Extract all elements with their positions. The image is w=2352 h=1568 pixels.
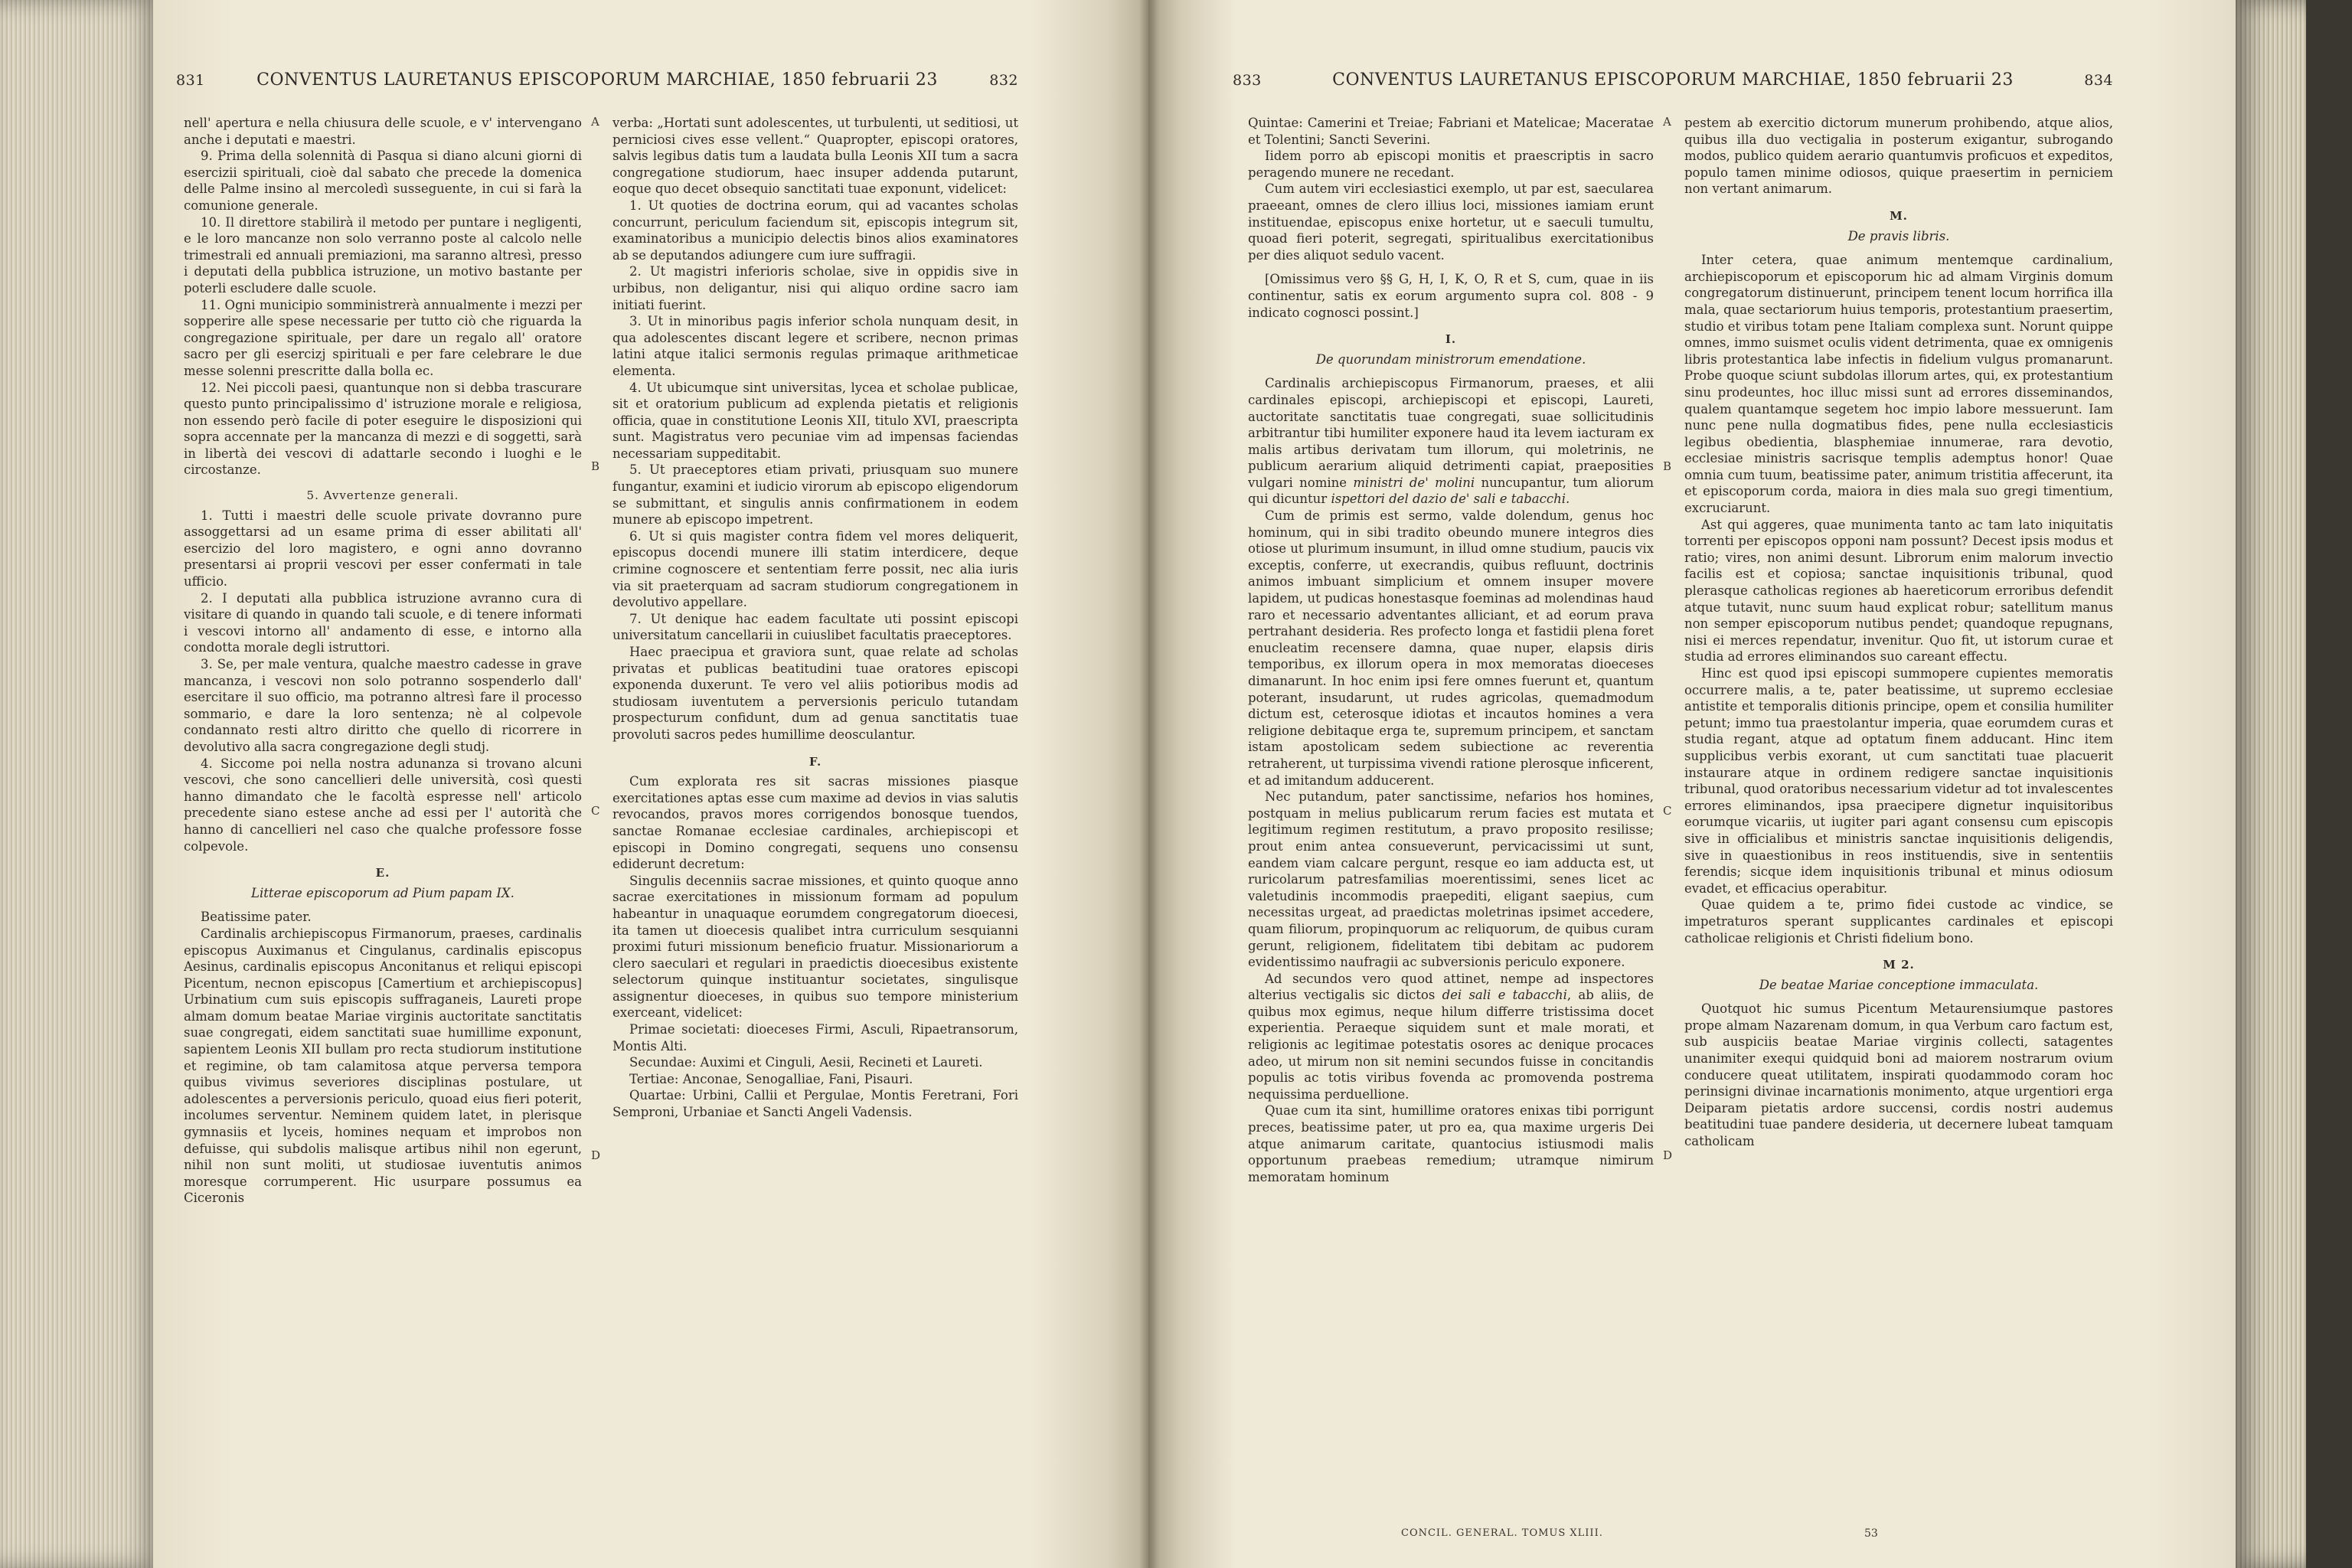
margin-letter-b: B bbox=[591, 459, 600, 473]
paragraph: 7. Ut denique hac eadem facultate uti possint episcopi universitatum cancellarii in cuiuslibet facultatis praeceptores. bbox=[612, 611, 1018, 643]
editorial-note: [Omissimus vero §§ G, H, I, K, O, R et S, cum, quae in iis continentur, satis ex eorum argumento supra col. 808 - 9 indicato cognosci possint.] bbox=[1248, 272, 1654, 320]
book-gutter bbox=[1139, 0, 1159, 1568]
margin-letter-c: C bbox=[1663, 804, 1672, 818]
paragraph: 11. Ogni municipio somministrerà annualmente i mezzi per sopperire alle spese necessarie per tutto ciò che riguarda la congregazione spirituale, per dare un regalo all' oratore sacro per gli esercizj spirituali e per fare celebrare le due messe solenni prescritte dalla bolla ec. bbox=[184, 297, 582, 378]
paragraph: Quintae: Camerini et Treiae; Fabriani et Matelicae; Maceratae et Tolentini; Sancti Severini. bbox=[1248, 116, 1654, 147]
column-831 bbox=[184, 115, 582, 1207]
page-number-834: 834 bbox=[2084, 72, 2113, 89]
paragraph: 3. Ut in minoribus pagis inferior schola nunquam desit, in qua adolescentes discant legere et scribere, necnon primas latini atque italici sermonis regulas primaque arithmeticae elementa. bbox=[612, 314, 1018, 378]
paragraph: Tertiae: Anconae, Senogalliae, Fani, Pisauri. bbox=[629, 1071, 913, 1086]
section-letter-heading: M. bbox=[1890, 208, 1908, 223]
paragraph: Cum explorata res sit sacras missiones piasque exercitationes aptas esse cum maxime ad devios in vias salutis revocandos, pravos mores corrigendos bonosque tuendos, sanctae Romanae ecclesiae cardinales, archiepiscopi et episcopi in Domino congregati, sequens uno consensu ediderunt decretum: bbox=[612, 774, 1018, 872]
paragraph: Secundae: Auximi et Cinguli, Aesii, Recineti et Laureti. bbox=[629, 1055, 983, 1070]
paragraph: 6. Ut si quis magister contra fidem vel mores deliquerit, episcopus docendi munere illi statim interdicere, deque crimine cognoscere et sententiam ferre possit, nec alia iuris via sit praeterquam ad sacram studiorum congregationem in devolutivo appellare. bbox=[612, 528, 1018, 610]
section-heading: 5. Avvertenze generali. bbox=[306, 488, 459, 503]
right-page bbox=[1148, 0, 2236, 1568]
running-head-left bbox=[176, 70, 1018, 90]
paragraph: Cardinalis archiepiscopus Firmanorum, praeses, cardinalis episcopus Auximanus et Cingulanus, cardinalis episcopus Aesinus, cardinalis episcopus Anconitanus et reliqui episcopi Picentum, necnon episcopus [Camertium et archiepiscopus] Urbinatium cum suis episcopis suffraganeis, Laureti prope almam domum beatae Mariae virginis auctoritate sanctitatis suae congregati, eidem sanctitati suae humillime exponunt, sapientem Leonis XII bullam pro recta studiorum institutione et regimine, ob tam calamitosa atque perversa tempora quibus vivimus severiores disciplinas postulare, ut adolescentes a perversionis periculo, quoad eius fieri poterit, incolumes serventur. Neminem quidem latet, in plerisque gymnasiis et lyceis, homines nequam et improbos non defuisse, qui subdolis malisque artibus nihil non egerunt, nihil non sunt moliti, ut studiosae iuventutis animos moresque corrumperent. Hic usurpare possumus ea Ciceronis bbox=[184, 926, 582, 1206]
paragraph: verba: „Hortati sunt adolescentes, ut turbulenti, ut seditiosi, ut perniciosi cives esse vellent.“ Quapropter, episcopi oratores, salvis legibus datis tum a laudata bulla Leonis XII tum a sacra congregatione studiorum, haec insuper addenda putarunt, eoque quo decet obsequio sanctitati tuae exponunt, videlicet: bbox=[612, 116, 1018, 197]
paragraph: Haec praecipua et graviora sunt, quae relate ad scholas privatas et publicas beatitudini tuae oratores episcopi exponenda duxerunt. Te vero vel aliis potioribus modis ad studiosam iuventutem a perversionis periculo tutandam prospecturum confidunt, dum ad genua sanctitatis tuae provoluti sacros pedes humillime deosculantur. bbox=[612, 645, 1018, 742]
margin-letter-c: C bbox=[591, 804, 600, 818]
section-letter-heading: E. bbox=[375, 866, 390, 880]
paragraph: 4. Ut ubicumque sint universitas, lycea et scholae publicae, sit et oratorium publicum ad explenda pietatis et religionis officia, quae in constitutione Leonis XII, titulo XVI, praescripta sunt. Magistratus vero pecuniae vim ad impensas faciendas necessariam suppeditabit. bbox=[612, 380, 1018, 461]
paragraph: 1. Ut quoties de doctrina eorum, qui ad vacantes scholas concurrunt, periculum faciendum sit, episcopis integrum sit, examinatoribus a municipio delectis binos alios examinatores ab se deputandos adiungere cum iure suffragii. bbox=[612, 198, 1018, 263]
margin-letter-a: A bbox=[591, 115, 599, 129]
text-run: nuncupantur, tum aliorum qui dicuntur bbox=[1248, 475, 1654, 507]
paragraph: Iidem porro ab episcopi monitis et praescriptis in sacro peragendo munere ne recedant. bbox=[1248, 149, 1654, 180]
margin-letter-a: A bbox=[1663, 115, 1671, 129]
italic-term: ispettori del dazio de' sali e tabacchi. bbox=[1331, 492, 1570, 507]
paragraph: nell' apertura e nella chiusura delle scuole, e v' intervengano anche i deputati e maestri. bbox=[184, 116, 582, 147]
paragraph: Quae cum ita sint, humillime oratores enixas tibi porrigunt preces, beatissime pater, ut pro ea, qua maxime urgeris Dei atque animarum caritate, quantocius istiusmodi malis opportunum praebeas remedium; utramque nimirum memoratam hominum bbox=[1248, 1103, 1654, 1184]
paragraph: Ast qui aggeres, quae munimenta tanto ac tam lato iniquitatis torrenti per episcopos opponi nam possunt? Decest ipsis modus et ratio; vires, non animi desunt. Librorum enim malorum invectio facilis est et copiosa; sanctae inquisitionis tribunal, quod plerasque catholicas regiones ab haereticorum erroribus defendit atque tutavit, nunc suum haud explicat robur; satellitum manus non semper episcoporum nutibus pendet; quandoque repugnans, nisi ei merces rependatur, invenitur. Quo fit, ut istorum curae et studia ad errores eliminandos suo careant effectu. bbox=[1684, 517, 2113, 665]
text-run: Ad secundos vero quod attinet, nempe ad inspectores alterius vectigalis sic dictos bbox=[1248, 971, 1654, 1003]
paragraph: Inter cetera, quae animum mentemque cardinalium, archiepiscoporum et episcoporum hic ad almam Virginis domum congregatorum distinuerunt, principem tenent locum horrifica illa mala, quae sectariorum huius temporis, protestantium praesertim, studio et viribus totam pene Italiam complexa sunt. Norunt quippe omnes, immo suismet oculis vident detrimenta, quae ex omnigenis libris protestantica labe infectis in fidelium vulgus promanarunt. Probe quoque sciunt subdolas illorum artes, qui, ex protestantium sinu prodeuntes, hoc illuc missi sunt ad errores disseminandos, qualem quantamque segetem hoc impio labore messuerunt. Iam nunc pene nulla dogmatibus fides, pene nulla ecclesiasticis legibus obedientia, blasphemiae innumerae, rara devotio, ecclesiae ministris sacrisque templis ademptus honor! Quae omnia cum tuum, beatissime pater, animum tristitia affecerunt, ita et episcoporum corda, maiora in dies mala suo gregi timentium, excruciarunt. bbox=[1684, 253, 2113, 516]
page-stack-left bbox=[0, 0, 161, 1568]
paragraph: 10. Il direttore stabilirà il metodo per puntare i negligenti, e le loro mancanze non solo verranno poste al calcolo nelle trimestrali ed annuali premiazioni, ma saranno altresì, presso i deputati della pubblica istruzione, un motivo bastante per poterli escludere dalle scuole. bbox=[184, 214, 582, 296]
column-833 bbox=[1248, 115, 1654, 1185]
volume-footer: CONCIL. GENERAL. TOMUS XLIII. bbox=[1401, 1527, 1603, 1539]
page-number-833: 833 bbox=[1233, 72, 1262, 89]
page-number-831: 831 bbox=[176, 72, 205, 89]
paragraph: 2. I deputati alla pubblica istruzione avranno cura di visitare di quando in quando tali scuole, e di tenere informati i vescovi intorno all' andamento di esse, e intorno alla condotta morale degli istruttori. bbox=[184, 590, 582, 655]
paragraph: 2. Ut magistri inferioris scholae, sive in oppidis sive in urbibus, non deligantur, nisi qui aliquo ordine sacro iam initiati fuerint. bbox=[612, 264, 1018, 312]
italic-term: ministri de' molini bbox=[1353, 475, 1475, 490]
paragraph: pestem ab exercitio dictorum munerum prohibendo, atque alios, quibus illa duo vectigalia in posterum exigantur, subrogando modos, publico quidem aerario quantumvis proficuos et expeditos, populo tamen minime odiosos, quique praesertim in perniciem non vertant animarum. bbox=[1684, 116, 2113, 197]
section-subtitle: De beatae Mariae conceptione immaculata. bbox=[1759, 977, 2039, 992]
text-run: Cardinalis archiepiscopus Firmanorum, praeses, et alii cardinales episcopi, archiepiscopi et episcopi, Laureti, auctoritate sanctitatis tuae congregati, suae sollicitudinis arbitrantur tibi humiliter exponere haud ita levem iacturam ex malis artibus derivatam tum illorum, qui moletrinis, ne publicum aerarium aliquid detrimenti capiat, praeposities vulgari nomine bbox=[1248, 376, 1654, 490]
paragraph bbox=[1248, 971, 1654, 1103]
paragraph: Hinc est quod ipsi episcopi summopere cupientes memoratis occurrere malis, a te, pater beatissime, ut supremo ecclesiae antistite et temporalis ditionis principe, opem et consilia humiliter petunt; immo tua praestolantur imperia, quae eorumdem curas et studia regant, atque ad optatum finem adducant. Hinc item supplicibus verbis exorant, ut cum sanctitati tuae placuerit instaurare atque in ordinem redigere sanctae inquisitionis tribunal, quod oratoribus necessarium videtur ad tot invalescentes errores eliminandos, ipsa praecipere dignetur inquisitoribus eorumque vicariis, ut iugiter pari agant consensu cum episcopis sive in officialibus et ministris sanctae inquisitionis deligendis, sive in quaestionibus in reos instituendis, sive in sententiis ferendis; sicque idem inquisitionis tribunal et minus odiosum evadet, et efficacius operabitur. bbox=[1684, 666, 2113, 896]
paragraph: Nec putandum, pater sanctissime, nefarios hos homines, postquam in melius publicarum rerum facies est mutata et legitimum regimen restitutum, a pravo proposito resilisse; prout enim antea consueverunt, pervicacissimi ut sunt, eandem viam calcare pergunt, resque eo iam adducta est, ut ruricolarum patresfamilias moerentissimi, senes licet ac valetudinis incommodis praepediti, eligant saepius, cum necessitas urgeat, ad praedictas moletrinas ipsimet accedere, quam filiorum, propinquorum ac reliquorum, de quibus curam gerunt, religionem, fidelitatem tibi debitam ac pudorem evidentissimo naufragii ac subversionis periculo exponere. bbox=[1248, 789, 1654, 970]
section-subtitle: De pravis libris. bbox=[1847, 228, 1950, 243]
paragraph: Quae quidem a te, primo fidei custode ac vindice, se impetraturos sperant supplicantes cardinales et episcopi catholicae religionis et Christi fidelium bono. bbox=[1684, 897, 2113, 946]
text-run: , ab aliis, de quibus mox egimus, neque hilum differre tristissima docet experientia. Peraeque siquidem sunt et male morati, et religionis ac legitimae potestatis osores ac denique procaces adeo, ut mirum non sit nemini secundos fuisse in concitandis populis ac totis viribus fovenda ac promovenda postrema nequissima perduellione. bbox=[1248, 988, 1654, 1102]
paragraph: Cum autem viri ecclesiastici exemplo, ut par est, saecularea praeeant, omnes de clero illius loci, missiones iamiam erunt instituendae, episcopus enixe hortetur, ut e saeculi tumultu, quoad fieri poterit, segregati, spiritualibus exercitationibus per dies aliquot sedulo vacent. bbox=[1248, 181, 1654, 263]
section-subtitle: De quorundam ministrorum emendatione. bbox=[1315, 351, 1586, 367]
book-cover-edge bbox=[2306, 0, 2352, 1568]
column-832 bbox=[612, 115, 1018, 1121]
paragraph: Cum de primis est sermo, valde dolendum, genus hoc hominum, qui in sibi tradito obeundo munere integros dies otiose ut plurimum insumunt, in illud omne studium, paucis vix exceptis, conferre, ut execrandis, quibus refluunt, doctrinis animos imbuant simplicium et omnem insuper movere lapidem, ut pudicas honestasque foeminas ad molendinas haud raro et necessario adventantes alliciant, et ad eorum prava pertrahant desideria. Res profecto longa et fastidii plena foret enucleatim recensere damna, quae nuper, elapsis diris temporibus, ex illorum opera in mox memoratas dioeceses dimanarunt. In hoc enim ipsi fere omnes fuerunt et, quantum poterant, insudarunt, ut rudes agricolas, quemadmodum dictum est, ceterosque idiotas et incautos homines a vera religione debitaque erga te, supremum principem, et sanctam istam apostolicam sedem subiectione ac reverentia retraherent, ut turpissima vivendi ratione plerosque inficerent, et ad imitandum adducerent. bbox=[1248, 508, 1654, 788]
running-head-right bbox=[1233, 70, 2113, 90]
running-title-left: CONVENTUS LAURETANUS EPISCOPORUM MARCHIAE, 1850 februarii 23 bbox=[256, 70, 938, 90]
paragraph: Primae societati: dioeceses Firmi, Asculi, Ripaetransorum, Montis Alti. bbox=[612, 1022, 1018, 1054]
page-number-832: 832 bbox=[989, 72, 1018, 89]
paragraph: 4. Siccome poi nella nostra adunanza si trovano alcuni vescovi, che sono cancellieri delle università, così questi hanno dimandato che le facoltà espresse nell' articolo precedente siano estese anche ad essi per l' autorità che hanno di cancellieri nel caso che qualche professore fosse colpevole. bbox=[184, 756, 582, 854]
section-subtitle: Litterae episcoporum ad Pium papam IX. bbox=[251, 885, 514, 900]
section-letter-heading: F. bbox=[808, 754, 822, 769]
paragraph: Quartae: Urbini, Callii et Pergulae, Montis Feretrani, Fori Semproni, Urbaniae et Sancti Angeli Vadensis. bbox=[612, 1088, 1018, 1120]
running-title-right: CONVENTUS LAURETANUS EPISCOPORUM MARCHIAE, 1850 februarii 23 bbox=[1332, 70, 2014, 90]
paragraph: 3. Se, per male ventura, qualche maestro cadesse in grave mancanza, i vescovi non solo potranno sospenderlo dall' esercitare il suo officio, ma potranno altresì fare il processo sommario, e dare la loro sentenza; nè al colpevole condannato resti altro diritto che quello di ricorrere in devolutivo alla sacra congregazione degli studj. bbox=[184, 657, 582, 754]
section-letter-heading: M 2. bbox=[1883, 958, 1915, 972]
signature-mark: 53 bbox=[1864, 1527, 1878, 1540]
paragraph: 12. Nei piccoli paesi, quantunque non si debba trascurare questo punto principalissimo d' istruzione morale e religiosa, non essendo però facile di poter eseguire le disposizioni qui sopra accennate per la mancanza di mezzi e di soggetti, sarà in libertà dei vescovi di adattarle secondo i luoghi e le circostanze. bbox=[184, 380, 582, 478]
paragraph: 1. Tutti i maestri delle scuole private dovranno pure assoggettarsi ad un esame prima di esser abilitati all' esercizio del loro magistero, e ogni anno dovranno presentarsi ai proprii vescovi per esser confermati in tale ufficio. bbox=[184, 508, 582, 590]
paragraph: 5. Ut praeceptores etiam privati, priusquam suo munere fungantur, examini et iudicio virorum ab episcopo eligendorum se submittant, et singulis annis confirmationem in eodem munere ab episcopo impetrent. bbox=[612, 462, 1018, 528]
paragraph: 9. Prima della solennità di Pasqua si diano alcuni giorni di esercizii spirituali, cioè dal sabato che precede la domenica delle Palme insino al mercoledì susseguente, in cui si farà la comunione generale. bbox=[184, 149, 582, 213]
section-letter-heading: I. bbox=[1445, 332, 1457, 347]
left-page bbox=[153, 0, 1148, 1568]
margin-letter-d: D bbox=[591, 1148, 601, 1162]
italic-term: dei sali e tabacchi bbox=[1442, 988, 1567, 1003]
column-834 bbox=[1684, 115, 2113, 1150]
margin-letter-b: B bbox=[1663, 459, 1672, 473]
paragraph bbox=[1248, 375, 1654, 508]
margin-letter-d: D bbox=[1663, 1148, 1673, 1162]
paragraph: Quotquot hic sumus Picentum Metaurensiumque pastores prope almam Nazarenam domum, in qua Verbum caro factum est, sub auspiciis beatae Mariae virginis collecti, satagentes unanimiter exequi quidquid boni ad maiorem nostrarum ovium conducere queat utilitatem, inspirati quodammodo coram hoc perinsigni divinae incarnationis monimento, atque urgentiori erga Deiparam pietatis ardore succensi, cordis nostri audemus beatitudini tuae pandere desideria, ut decernere lubeat tamquam catholicam bbox=[1684, 1001, 2113, 1149]
paragraph: Singulis decenniis sacrae missiones, et quinto quoque anno sacrae exercitationes in missionum formam ad populum habeantur in unaquaque eorumdem congregatorum dioecesi, ita tamen ut dioecesis qualibet intra curriculum sesquianni proximi futuri missionum beneficio fruatur. Missionariorum a clero saeculari et regulari in praedictis dioecesibus existente selectorum quinque instituantur societates, singulisque assignentur dioeceses, in quibus suo tempore ministerium exerceant, videlicet: bbox=[612, 873, 1018, 1021]
salutation: Beatissime pater. bbox=[201, 910, 312, 925]
